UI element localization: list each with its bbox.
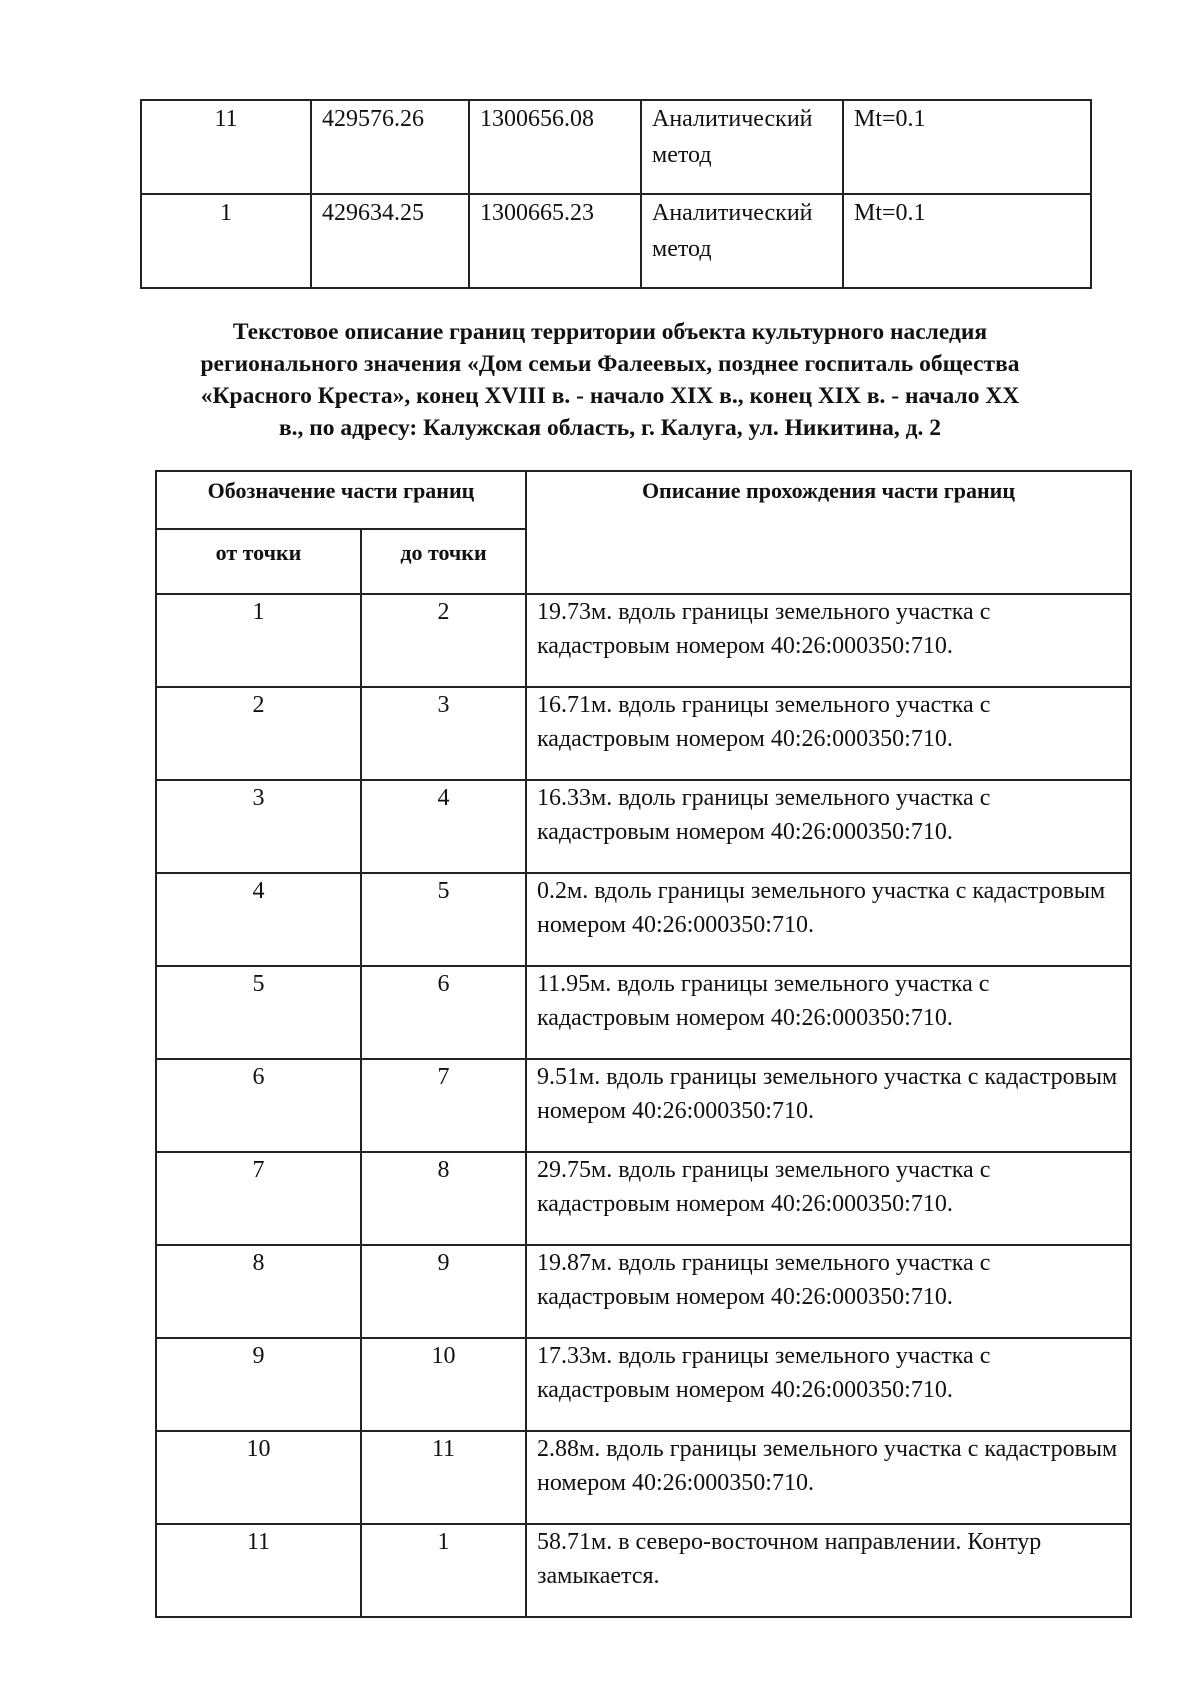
to-point: 2 [361, 594, 526, 687]
table-row [156, 1059, 1131, 1152]
heading-line: регионального значения «Дом семьи Фалеевых, позднее госпиталь общества [200, 351, 1020, 377]
to-point: 3 [361, 687, 526, 780]
from-point: 7 [156, 1152, 361, 1245]
point-number: 11 [141, 100, 311, 194]
heading-line: Текстовое описание границ территории объекта культурного наследия [232, 319, 988, 345]
boundary-description: 19.73м. вдоль границы земельного участка с кадастровым номером 40:26:000350:710. [526, 594, 1131, 687]
to-point: 8 [361, 1152, 526, 1245]
to-point: 4 [361, 780, 526, 873]
header-to: до точки [361, 529, 526, 594]
to-point: 7 [361, 1059, 526, 1152]
to-point: 1 [361, 1524, 526, 1617]
boundary-description: 19.87м. вдоль границы земельного участка с кадастровым номером 40:26:000350:710. [526, 1245, 1131, 1338]
table-row [156, 1431, 1131, 1524]
from-point: 8 [156, 1245, 361, 1338]
boundary-description: 11.95м. вдоль границы земельного участка с кадастровым номером 40:26:000350:710. [526, 966, 1131, 1059]
table-row [141, 194, 1091, 288]
table-row [156, 873, 1131, 966]
to-point: 9 [361, 1245, 526, 1338]
to-point: 5 [361, 873, 526, 966]
method: Аналитический метод [641, 194, 843, 288]
from-point: 3 [156, 780, 361, 873]
coord-x: 429576.26 [311, 100, 469, 194]
table-row [156, 594, 1131, 687]
table-row [156, 687, 1131, 780]
boundary-description: 2.88м. вдоль границы земельного участка с кадастровым номером 40:26:000350:710. [526, 1431, 1131, 1524]
heading-line: в., по адресу: Калужская область, г. Калуга, ул. Никитина, д. 2 [278, 415, 942, 441]
table-row [141, 100, 1091, 194]
boundary-description: 58.71м. в северо-восточном направлении. Контур замыкается. [526, 1524, 1131, 1617]
table-row [156, 1152, 1131, 1245]
header-from: от точки [156, 529, 361, 594]
from-point: 9 [156, 1338, 361, 1431]
method: Аналитический метод [641, 100, 843, 194]
table-row [156, 1245, 1131, 1338]
accuracy: Mt=0.1 [843, 100, 1091, 194]
table-row [156, 966, 1131, 1059]
coord-y: 1300656.08 [469, 100, 641, 194]
from-point: 1 [156, 594, 361, 687]
boundary-description: 29.75м. вдоль границы земельного участка с кадастровым номером 40:26:000350:710. [526, 1152, 1131, 1245]
to-point: 6 [361, 966, 526, 1059]
table-row [156, 1524, 1131, 1617]
table-row [156, 1338, 1131, 1431]
boundary-description: 9.51м. вдоль границы земельного участка с кадастровым номером 40:26:000350:710. [526, 1059, 1131, 1152]
from-point: 2 [156, 687, 361, 780]
header-part: Обозначение части границ [156, 471, 526, 529]
to-point: 11 [361, 1431, 526, 1524]
point-number: 1 [141, 194, 311, 288]
boundary-description: 17.33м. вдоль границы земельного участка с кадастровым номером 40:26:000350:710. [526, 1338, 1131, 1431]
heading-line: «Красного Креста», конец XVIII в. - начало XIX в., конец XIX в. - начало XX [200, 383, 1020, 409]
from-point: 10 [156, 1431, 361, 1524]
coord-y: 1300665.23 [469, 194, 641, 288]
section-heading [150, 316, 1070, 444]
boundaries-body [156, 594, 1131, 1617]
boundary-description: 16.71м. вдоль границы земельного участка с кадастровым номером 40:26:000350:710. [526, 687, 1131, 780]
boundaries-table [155, 470, 1132, 1618]
from-point: 4 [156, 873, 361, 966]
from-point: 6 [156, 1059, 361, 1152]
from-point: 5 [156, 966, 361, 1059]
boundary-description: 0.2м. вдоль границы земельного участка с кадастровым номером 40:26:000350:710. [526, 873, 1131, 966]
from-point: 11 [156, 1524, 361, 1617]
coord-x: 429634.25 [311, 194, 469, 288]
header-row [156, 471, 1131, 529]
accuracy: Mt=0.1 [843, 194, 1091, 288]
coordinates-table [140, 99, 1092, 289]
boundary-description: 16.33м. вдоль границы земельного участка с кадастровым номером 40:26:000350:710. [526, 780, 1131, 873]
to-point: 10 [361, 1338, 526, 1431]
table-row [156, 780, 1131, 873]
header-description: Описание прохождения части границ [526, 471, 1131, 594]
